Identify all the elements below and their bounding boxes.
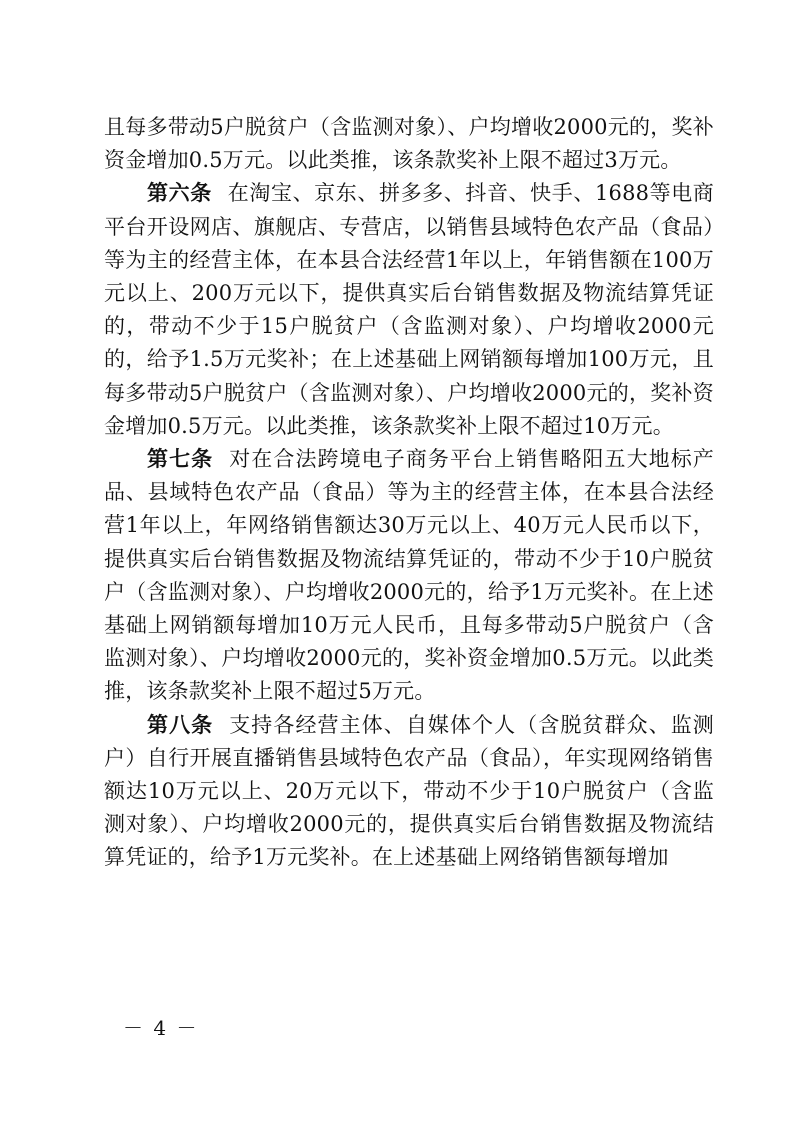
article-8-text: 支持各经营主体、自媒体个人（含脱贫群众、监测户）自行开展直播销售县域特色农产品（食品），年实现网络销售额达10万元以上、20万元以下，带动不少于10户脱贫户（含监测对象）、户均增收2000元的，提供真实后台销售数据及物流结算凭证的，给予1万元奖补。在上述基础上网络销售额每增加 [104, 712, 714, 870]
paragraph-continuation [104, 111, 714, 177]
article-7-label: 第七条 [147, 447, 214, 472]
article-8-label: 第八条 [147, 712, 214, 737]
article-8-paragraph [104, 709, 714, 875]
paragraph-text: 且每多带动5户脱贫户（含监测对象）、户均增收2000元的，奖补资金增加0.5万元。以此类推，该条款奖补上限不超过3万元。 [104, 115, 714, 173]
article-6-label: 第六条 [147, 181, 212, 206]
document-body [104, 111, 714, 875]
article-6-text: 在淘宝、京东、拼多多、抖音、快手、1688等电商平台开设网店、旗舰店、专营店，以销售县域特色农产品（食品）等为主的经营主体，在本县合法经营1年以上，年销售额在100万元以上、200万元以下，提供真实后台销售数据及物流结算凭证的，带动不少于15户脱贫户（含监测对象）、户均增收2000元的，给予1.5万元奖补；在上述基础上网销额每增加100万元，且每多带动5户脱贫户（含监测对象）、户均增收2000元的，奖补资金增加0.5万元。以此类推，该条款奖补上限不超过10万元。 [104, 181, 714, 438]
page-number: － 4 － [123, 1016, 199, 1040]
article-7-text: 对在合法跨境电子商务平台上销售略阳五大地标产品、县域特色农产品（食品）等为主的经营主体，在本县合法经营1年以上，年网络销售额达30万元以上、40万元人民币以下，提供真实后台销售数据及物流结算凭证的，带动不少于10户脱贫户（含监测对象）、户均增收2000元的，给予1万元奖补。在上述基础上网销额每增加10万元人民币，且每多带动5户脱贫户（含监测对象）、户均增收2000元的，奖补资金增加0.5万元。以此类推，该条款奖补上限不超过5万元。 [104, 447, 714, 704]
article-6-paragraph [104, 177, 714, 443]
article-7-paragraph [104, 443, 714, 709]
